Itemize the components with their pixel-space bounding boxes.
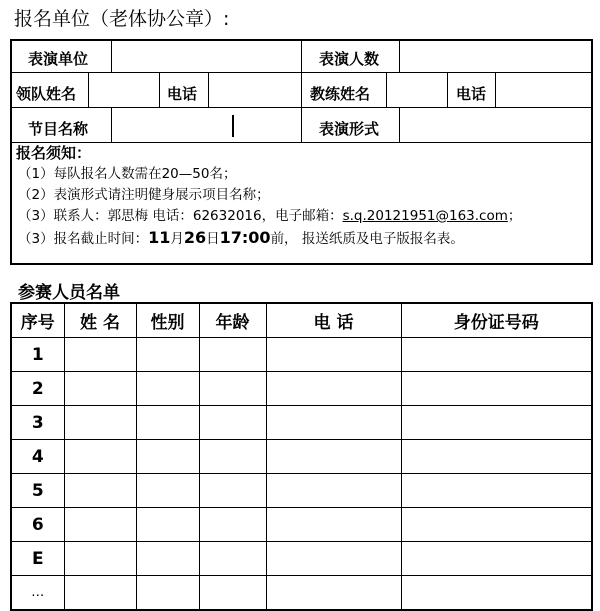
notice-punct: ； [507, 208, 522, 224]
table-row [11, 338, 592, 372]
id-number-cell[interactable] [401, 542, 592, 576]
id-number-cell[interactable] [401, 406, 592, 440]
table-header-row [11, 303, 592, 338]
name-cell[interactable] [64, 372, 136, 406]
form-rule [111, 39, 112, 73]
table-row [11, 576, 592, 611]
table-row [11, 406, 592, 440]
id-number-cell[interactable] [401, 440, 592, 474]
age-cell[interactable] [199, 338, 266, 372]
notice-line: （2）表演形式请注明健身展示项目名称； [18, 187, 270, 203]
gender-cell[interactable] [136, 474, 199, 508]
deadline-month-unit: 月 [170, 231, 184, 247]
gender-cell[interactable] [136, 508, 199, 542]
phone-cell[interactable] [266, 576, 401, 611]
performing-unit-label: 表演单位 [28, 50, 89, 68]
name-cell[interactable] [64, 406, 136, 440]
team-leader-label: 领队姓名 [16, 85, 77, 103]
row-number: 3 [11, 406, 64, 440]
age-cell[interactable] [199, 440, 266, 474]
gender-cell[interactable] [136, 372, 199, 406]
row-number: 5 [11, 474, 64, 508]
coach-name-label: 教练姓名 [310, 85, 371, 103]
registration-notice [16, 143, 521, 250]
form-rule [447, 72, 448, 108]
name-cell[interactable] [64, 440, 136, 474]
form-rule [208, 72, 209, 108]
age-cell[interactable] [199, 508, 266, 542]
notice-line: （1）每队报名人数需在20—50名； [18, 166, 237, 182]
column-header-gender: 性别 [136, 303, 199, 338]
row-number: 4 [11, 440, 64, 474]
gender-cell[interactable] [136, 440, 199, 474]
name-cell[interactable] [64, 542, 136, 576]
form-rule [301, 72, 302, 108]
table-row [11, 372, 592, 406]
participant-list-title: 参赛人员名单 [18, 283, 120, 303]
gender-cell[interactable] [136, 338, 199, 372]
deadline-day: 26 [183, 228, 207, 247]
column-header-id-number: 身份证号码 [401, 303, 592, 338]
phone-label: 电话 [167, 85, 198, 103]
deadline-month: 11 [148, 228, 171, 247]
phone-cell[interactable] [266, 508, 401, 542]
column-header-age: 年龄 [199, 303, 266, 338]
id-number-cell[interactable] [401, 372, 592, 406]
participant-table [10, 302, 593, 611]
form-rule [159, 72, 160, 108]
form-rule [301, 39, 302, 73]
program-name-label: 节目名称 [28, 120, 89, 138]
phone-cell[interactable] [266, 474, 401, 508]
age-cell[interactable] [199, 542, 266, 576]
age-cell[interactable] [199, 372, 266, 406]
name-cell[interactable] [64, 576, 136, 611]
table-row [11, 440, 592, 474]
column-header-serial: 序号 [11, 303, 64, 338]
id-number-cell[interactable] [401, 508, 592, 542]
deadline-suffix: 前， 报送纸质及电子版报名表。 [270, 231, 464, 247]
performance-form-label: 表演形式 [319, 120, 380, 138]
row-number: 6 [11, 508, 64, 542]
form-rule [301, 107, 302, 143]
registering-unit-title: 报名单位（老体协公章）: [14, 8, 230, 30]
table-row [11, 542, 592, 576]
phone-cell[interactable] [266, 542, 401, 576]
contact-info: （3）联系人：郭思梅 电话：62632016，电子邮箱： [18, 208, 343, 224]
phone-cell[interactable] [266, 406, 401, 440]
row-number: 1 [11, 338, 64, 372]
phone-cell[interactable] [266, 338, 401, 372]
name-cell[interactable] [64, 338, 136, 372]
registration-form [10, 39, 593, 265]
gender-cell[interactable] [136, 542, 199, 576]
form-rule [399, 39, 400, 73]
name-cell[interactable] [64, 474, 136, 508]
form-rule [88, 72, 89, 108]
gender-cell[interactable] [136, 576, 199, 611]
id-number-cell[interactable] [401, 338, 592, 372]
table-row [11, 474, 592, 508]
age-cell[interactable] [199, 474, 266, 508]
performer-count-label: 表演人数 [319, 50, 380, 68]
age-cell[interactable] [199, 406, 266, 440]
row-number: … [11, 576, 64, 611]
form-rule [495, 72, 496, 108]
row-number: E [11, 542, 64, 576]
deadline-label: （3）报名截止时间： [18, 231, 149, 247]
gender-cell[interactable] [136, 406, 199, 440]
notice-title: 报名须知： [16, 144, 92, 162]
form-rule [111, 107, 112, 143]
phone-cell[interactable] [266, 372, 401, 406]
deadline-time: 17:00 [219, 228, 271, 247]
id-number-cell[interactable] [401, 474, 592, 508]
email-link[interactable]: s.q.20121951@163.com [342, 208, 508, 224]
form-rule [386, 72, 387, 108]
phone-cell[interactable] [266, 440, 401, 474]
row-number: 2 [11, 372, 64, 406]
table-row [11, 508, 592, 542]
column-header-phone: 电 话 [266, 303, 401, 338]
age-cell[interactable] [199, 576, 266, 611]
name-cell[interactable] [64, 508, 136, 542]
form-border-bottom [10, 263, 593, 265]
column-header-name: 姓 名 [64, 303, 136, 338]
id-number-cell[interactable] [401, 576, 592, 611]
notice-line [16, 227, 521, 250]
form-rule [399, 107, 400, 143]
phone-label: 电话 [456, 85, 487, 103]
deadline-day-unit: 日 [206, 231, 220, 247]
notice-line [16, 206, 521, 227]
text-cursor [232, 115, 234, 137]
